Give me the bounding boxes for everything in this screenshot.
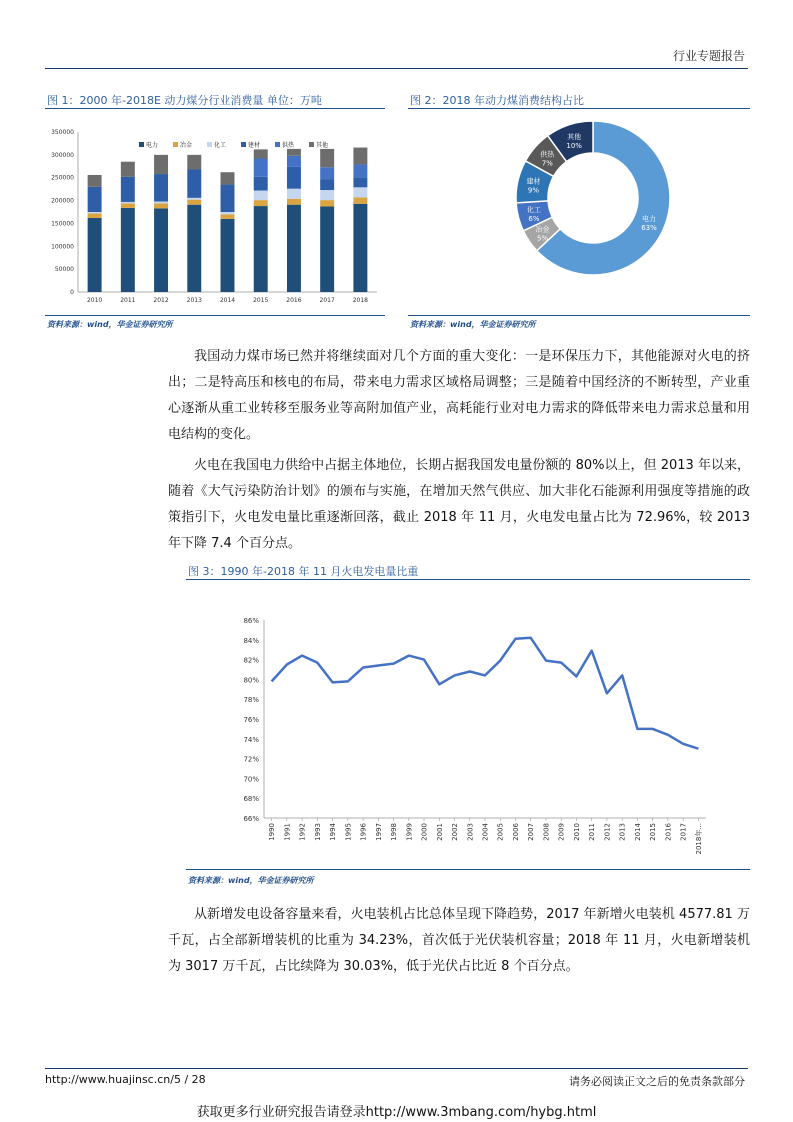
bar-电力-2014 (221, 219, 235, 292)
x-tick-label: 2014 (219, 297, 236, 304)
x-tick-label: 2018年... (694, 823, 703, 855)
x-tick-label: 2007 (527, 823, 536, 841)
x-tick-label: 1998 (390, 823, 399, 841)
footer-disclaimer: 请务必阅读正文之后的免责条款部分 (569, 1075, 745, 1088)
slice-pct-建材: 9% (527, 186, 540, 195)
footer-url-page[interactable]: http://www.huajinsc.cn/5 / 28 (45, 1073, 206, 1086)
figure-1-title-rule (45, 108, 385, 109)
x-tick-label: 2017 (319, 297, 335, 304)
x-tick-label: 2015 (253, 297, 269, 304)
x-tick-label: 2017 (679, 823, 688, 841)
bar-电力-2018 (353, 204, 367, 292)
bar-冶金-2018 (353, 197, 367, 203)
legend-swatch-其他 (309, 142, 314, 147)
y-tick-label: 86% (243, 617, 259, 625)
y-tick-label: 70% (243, 775, 259, 784)
figure-3-title: 图 3：1990 年-2018 年 11 月火电发电量比重 (188, 565, 419, 578)
bar-其他-2016 (287, 149, 301, 156)
x-tick-label: 1994 (329, 823, 338, 841)
y-tick-label: 150000 (51, 220, 74, 228)
y-tick-label: 350000 (51, 129, 74, 136)
bar-建材-2011 (121, 177, 135, 202)
y-tick-label: 50000 (54, 266, 74, 274)
y-tick-label: 74% (243, 735, 259, 744)
slice-label-供热: 供热 (540, 150, 555, 159)
x-tick-label: 1993 (313, 823, 322, 841)
bar-电力-2017 (320, 207, 334, 292)
figure-3-title-rule (186, 579, 750, 580)
bar-供热-2018 (353, 164, 367, 177)
bar-化工-2012 (154, 201, 168, 203)
bar-建材-2015 (254, 177, 268, 191)
bar-电力-2012 (154, 208, 168, 292)
bar-冶金-2010 (88, 213, 102, 218)
x-tick-label: 2009 (557, 823, 566, 841)
bar-冶金-2017 (320, 200, 334, 206)
figure-1-source: 资料来源：wind，华金证券研究所 (47, 320, 173, 329)
x-tick-label: 1992 (298, 823, 307, 841)
bar-冶金-2014 (221, 214, 235, 219)
bar-其他-2011 (121, 162, 135, 177)
slice-label-电力: 电力 (641, 215, 656, 224)
x-tick-label: 1996 (359, 823, 368, 841)
footer-divider (45, 1068, 748, 1069)
promo-link[interactable]: 获取更多行业研究报告请登录http://www.3mbang.com/hybg.html (196, 1105, 597, 1120)
thermal-share-line (272, 638, 699, 749)
x-tick-label: 2002 (451, 823, 460, 841)
figure-2-source: 资料来源：wind，华金证券研究所 (410, 320, 536, 329)
x-tick-label: 2011 (588, 823, 597, 841)
slice-pct-供热: 7% (541, 159, 553, 168)
x-tick-label: 2010 (86, 297, 103, 304)
bar-化工-2010 (88, 212, 102, 213)
bar-冶金-2015 (254, 200, 268, 206)
slice-pct-化工: 6% (528, 215, 540, 224)
slice-label-冶金: 冶金 (535, 225, 550, 234)
figure-2-title: 图 2：2018 年动力煤消费结构占比 (410, 94, 584, 107)
slice-label-建材: 建材 (526, 177, 541, 186)
legend-swatch-建材 (241, 142, 246, 147)
x-tick-label: 2006 (511, 823, 520, 841)
x-tick-label: 2014 (633, 823, 642, 841)
figure-1-bottom-rule (45, 315, 385, 316)
slice-label-化工: 化工 (526, 206, 541, 215)
bar-冶金-2012 (154, 203, 168, 208)
y-tick-label: 250000 (51, 174, 74, 182)
legend-swatch-冶金 (173, 142, 178, 147)
y-tick-label: 66% (243, 815, 259, 823)
x-tick-label: 2015 (649, 823, 658, 841)
bar-其他-2015 (254, 149, 268, 158)
paragraph-2: 火电在我国电力供给中占据主体地位，长期占据我国发电量份额的 80%以上，但 2013 年以来，随着《大气污染防治计划》的颁布与实施，在增加天然气供应、加大非化石能源利用强度等措施的政策指引下，火电发电量比重逐渐回落，截止 2018 年 11 月，火电发电量占比为 72.96%，较 2013 年下降 7.4 个百分点。 (168, 458, 750, 551)
x-tick-label: 2001 (435, 823, 444, 841)
bar-化工-2011 (121, 202, 135, 203)
legend-label-建材: 建材 (248, 142, 261, 149)
legend-label-供热: 供热 (282, 142, 295, 149)
legend-label-冶金: 冶金 (180, 142, 193, 149)
bar-化工-2016 (287, 189, 301, 199)
bar-建材-2016 (287, 167, 301, 189)
bar-冶金-2016 (287, 199, 301, 205)
x-tick-label: 2012 (153, 297, 169, 304)
bar-建材-2010 (88, 187, 102, 212)
y-tick-label: 0 (70, 289, 74, 296)
bar-电力-2013 (187, 205, 201, 292)
x-tick-label: 2004 (481, 823, 490, 841)
bar-化工-2015 (254, 191, 268, 201)
bar-其他-2013 (187, 155, 201, 170)
bar-其他-2010 (88, 175, 102, 187)
bar-建材-2018 (353, 177, 367, 187)
bar-供热-2016 (287, 156, 301, 167)
x-tick-label: 1997 (374, 823, 383, 841)
bar-冶金-2011 (121, 203, 135, 208)
bar-其他-2018 (353, 148, 367, 165)
header-divider (45, 68, 748, 69)
x-tick-label: 2013 (186, 297, 202, 304)
slice-pct-电力: 63% (641, 224, 657, 233)
bar-供热-2015 (254, 159, 268, 177)
consumption-structure-donut-chart (408, 112, 750, 312)
x-tick-label: 2016 (664, 823, 673, 841)
legend-label-其他: 其他 (316, 142, 329, 149)
x-tick-label: 2011 (120, 297, 136, 304)
report-type-label: 行业专题报告 (672, 49, 745, 63)
x-tick-label: 1999 (405, 823, 414, 841)
y-tick-label: 300000 (51, 151, 74, 159)
bar-其他-2014 (221, 172, 235, 184)
legend-label-电力: 电力 (146, 142, 159, 149)
bar-化工-2014 (221, 212, 235, 214)
slice-pct-其他: 10% (566, 141, 582, 150)
legend-swatch-化工 (207, 142, 212, 147)
figure-3-source: 资料来源：wind，华金证券研究所 (188, 876, 314, 885)
x-tick-label: 2013 (618, 823, 627, 841)
thermal-power-share-line-chart (186, 600, 750, 862)
bar-其他-2017 (320, 149, 334, 167)
y-tick-label: 82% (243, 656, 259, 665)
y-tick-label: 76% (243, 716, 259, 724)
x-tick-label: 2018 (352, 297, 369, 304)
bar-电力-2010 (88, 218, 102, 292)
bar-建材-2012 (154, 174, 168, 201)
bar-电力-2015 (254, 206, 268, 292)
bar-建材-2013 (187, 169, 201, 197)
bar-化工-2013 (187, 198, 201, 200)
slice-pct-冶金: 5% (536, 234, 549, 243)
y-tick-label: 200000 (51, 197, 74, 205)
x-tick-label: 2003 (466, 823, 475, 841)
legend-swatch-供热 (275, 142, 280, 147)
y-tick-label: 78% (243, 696, 259, 705)
x-tick-label: 1991 (283, 823, 292, 841)
bar-供热-2017 (320, 167, 334, 179)
bar-建材-2014 (221, 185, 235, 212)
coal-consumption-bar-chart (45, 118, 385, 310)
bar-冶金-2013 (187, 200, 201, 205)
legend-swatch-电力 (139, 142, 144, 147)
y-tick-label: 84% (243, 636, 259, 645)
bar-电力-2011 (121, 208, 135, 292)
x-tick-label: 2010 (572, 823, 581, 841)
paragraph-3: 从新增发电设备容量来看，火电装机占比总体呈现下降趋势，2017 年新增火电装机 4577.81 万千瓦，占全部新增装机的比重为 34.23%，首次低于光伏装机容量；2018 年 11 月，火电新增装机为 3017 万千瓦，占比续降为 30.03%，低于光伏占比近 8 个百分点。 (168, 907, 750, 974)
x-tick-label: 2005 (496, 823, 505, 841)
y-tick-label: 72% (243, 755, 259, 764)
paragraph-1: 我国动力煤市场已然并将继续面对几个方面的重大变化：一是环保压力下，其他能源对火电的挤出；二是特高压和核电的布局，带来电力需求区域格局调整；三是随着中国经济的不断转型，产业重心逐渐从重工业转移至服务业等高附加值产业，高耗能行业对电力需求的降低带来电力需求总量和用电结构的变化。 (168, 349, 750, 442)
bar-电力-2016 (287, 205, 301, 292)
figure-3-bottom-rule (186, 869, 750, 870)
figure-2-title-rule (408, 108, 750, 109)
y-tick-label: 68% (243, 795, 259, 804)
x-tick-label: 1995 (344, 823, 353, 841)
y-tick-label: 80% (243, 676, 259, 685)
figure-2-bottom-rule (408, 315, 750, 316)
bar-化工-2018 (353, 187, 367, 197)
x-tick-label: 2012 (603, 823, 612, 841)
x-tick-label: 2016 (286, 297, 302, 304)
bar-化工-2017 (320, 190, 334, 200)
figure-1-title: 图 1：2000 年-2018E 动力煤分行业消费量 单位：万吨 (47, 94, 322, 107)
x-tick-label: 1990 (268, 823, 277, 841)
y-tick-label: 100000 (51, 243, 74, 251)
x-tick-label: 2000 (420, 823, 429, 841)
legend-label-化工: 化工 (214, 142, 227, 149)
bar-建材-2017 (320, 179, 334, 190)
slice-label-其他: 其他 (567, 132, 582, 141)
bar-其他-2012 (154, 155, 168, 174)
x-tick-label: 2008 (542, 823, 551, 841)
